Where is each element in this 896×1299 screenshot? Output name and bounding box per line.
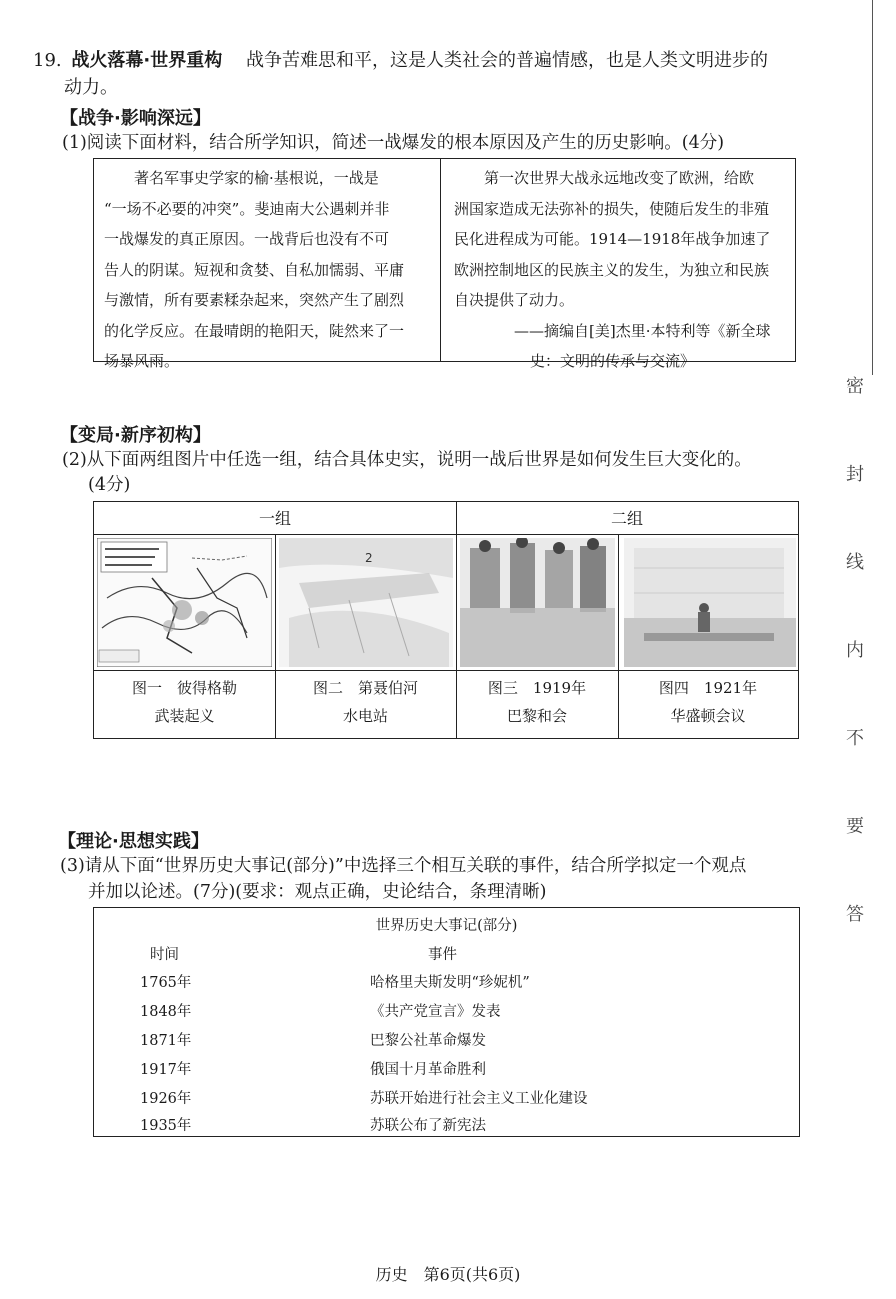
group2-label: 二组: [610, 509, 643, 528]
table-rule: [94, 670, 798, 671]
material-left-line: 著名军事史学家的榆·基根说，一战是: [134, 169, 379, 187]
event-name: 苏联公布了新宪法: [370, 1118, 486, 1134]
caption-fig1: [94, 674, 275, 730]
figure-mark: 2: [365, 551, 373, 565]
binding-mark: 密: [846, 376, 864, 397]
washington-conference-image: [624, 538, 796, 667]
caption-fig2: [275, 674, 456, 730]
caption-line: 图一 彼得格勒: [131, 679, 237, 697]
material-divider: [440, 159, 441, 361]
event-year: 1917年: [140, 1062, 192, 1078]
conference-drawing: [460, 538, 615, 667]
events-table: [93, 907, 800, 1137]
caption-line: 图三 1919年: [487, 679, 587, 697]
material-right-line: 洲国家造成无法弥补的损失，使随后发生的非殖: [454, 199, 770, 218]
material-source: ——摘编自[美]杰里·本特利等《新全球: [514, 321, 771, 340]
event-name: 巴黎公社革命爆发: [370, 1033, 486, 1049]
event-name: 《共产党宣言》发表: [370, 1004, 501, 1020]
event-year: 1871年: [140, 1033, 192, 1049]
question-intro-line2: 动力。: [64, 77, 118, 98]
binding-mark: 线: [846, 552, 864, 573]
material-right-line: 民化进程成为可能。1914—1918年战争加速了: [454, 230, 771, 248]
question-theme: 战火落幕·世界重构: [71, 50, 223, 71]
table-row: [94, 971, 799, 1000]
material-right-line: 欧洲控制地区的民族主义的发生，为独立和民族: [454, 260, 770, 279]
event-year: 1765年: [140, 975, 192, 991]
question-intro-text: 战争苦难思和平，这是人类社会的普遍情感，也是人类文明进步的: [245, 50, 768, 71]
table-row: [94, 1058, 799, 1087]
material-left: [104, 163, 434, 377]
event-name: 苏联开始进行社会主义工业化建设: [370, 1091, 588, 1107]
paris-conference-image: [460, 538, 615, 667]
part1-heading: 【战争·影响深远】: [60, 108, 211, 129]
material-source: 史：文明的传承与交流》: [530, 352, 696, 370]
material-box: [93, 158, 796, 370]
part2-prompt: (2)从下面两组图片中任选一组，结合具体史实，说明一战后世界是如何发生巨大变化的。: [62, 450, 752, 470]
event-name: 哈格里夫斯发明“珍妮机”: [370, 975, 530, 991]
table-row: [94, 1114, 799, 1143]
material-left-line: 告人的阴谋。短视和贪婪、自私加懦弱、平庸: [104, 260, 405, 279]
table-rule: [94, 534, 798, 535]
part2-heading: 【变局·新序初构】: [60, 425, 211, 446]
binding-mark: 不: [846, 728, 864, 749]
question-intro: [33, 46, 768, 76]
part3-prompt: (3)请从下面“世界历史大事记(部分)”中选择三个相互关联的事件，结合所学拟定一个观点: [60, 856, 747, 876]
material-left-line: 场暴风雨。: [104, 352, 180, 370]
part3-prompt-line2: 并加以论述。(7分)(要求：观点正确，史论结合，条理清晰): [88, 882, 547, 902]
material-right: [454, 163, 792, 377]
col-time-header: 时间: [150, 947, 179, 963]
event-year: 1926年: [140, 1091, 192, 1107]
part2-prompt-line2: (4分): [88, 475, 131, 495]
question-number: 19.: [33, 50, 62, 71]
events-title: 世界历史大事记(部分): [375, 918, 518, 934]
caption-fig4: [618, 674, 798, 730]
table-row: [94, 1000, 799, 1029]
part1-prompt: (1)阅读下面材料，结合所学知识，简述一战爆发的根本原因及产生的历史影响。(4分): [62, 133, 725, 153]
material-left-line: 的化学反应。在最晴朗的艳阳天，陡然来了一: [104, 321, 405, 340]
caption-line: 图四 1921年: [658, 679, 758, 697]
caption-line: 巴黎和会: [506, 707, 567, 725]
event-name: 俄国十月革命胜利: [370, 1062, 486, 1078]
binding-mark: 要: [846, 816, 864, 837]
caption-fig3: [456, 674, 618, 730]
binding-line: [872, 0, 873, 375]
caption-line: 图二 第聂伯河: [312, 679, 418, 697]
binding-mark: 答: [846, 904, 864, 925]
material-left-line: 一战爆发的真正原因。一战背后也没有不可: [104, 230, 390, 248]
binding-mark: 内: [846, 640, 864, 661]
group1-label: 一组: [258, 509, 291, 528]
picture-table: [93, 501, 799, 739]
map-drawing: [97, 538, 272, 667]
table-row: [94, 1029, 799, 1058]
material-right-line: 第一次世界大战永远地改变了欧洲，给欧: [484, 169, 755, 187]
dnieper-dam-image: [279, 538, 453, 667]
table-row: [94, 1087, 799, 1116]
washington-drawing: [624, 538, 796, 667]
caption-line: 武装起义: [154, 707, 215, 725]
material-right-line: 自决提供了动力。: [454, 291, 575, 309]
caption-line: 华盛顿会议: [670, 707, 746, 725]
binding-mark: 封: [846, 464, 864, 485]
petrograd-map-image: [97, 538, 272, 667]
material-left-line: “一场不必要的冲突”。斐迪南大公遇刺并非: [104, 199, 390, 218]
caption-line: 水电站: [342, 707, 388, 725]
dam-drawing: [279, 538, 453, 667]
part3-heading: 【理论·思想实践】: [58, 831, 209, 852]
event-year: 1935年: [140, 1118, 192, 1134]
col-event-header: 事件: [428, 947, 457, 963]
event-year: 1848年: [140, 1004, 192, 1020]
page-footer: 历史 第6页(共6页): [375, 1265, 521, 1284]
material-left-line: 与激情，所有要素糅杂起来，突然产生了剧烈: [104, 291, 405, 309]
